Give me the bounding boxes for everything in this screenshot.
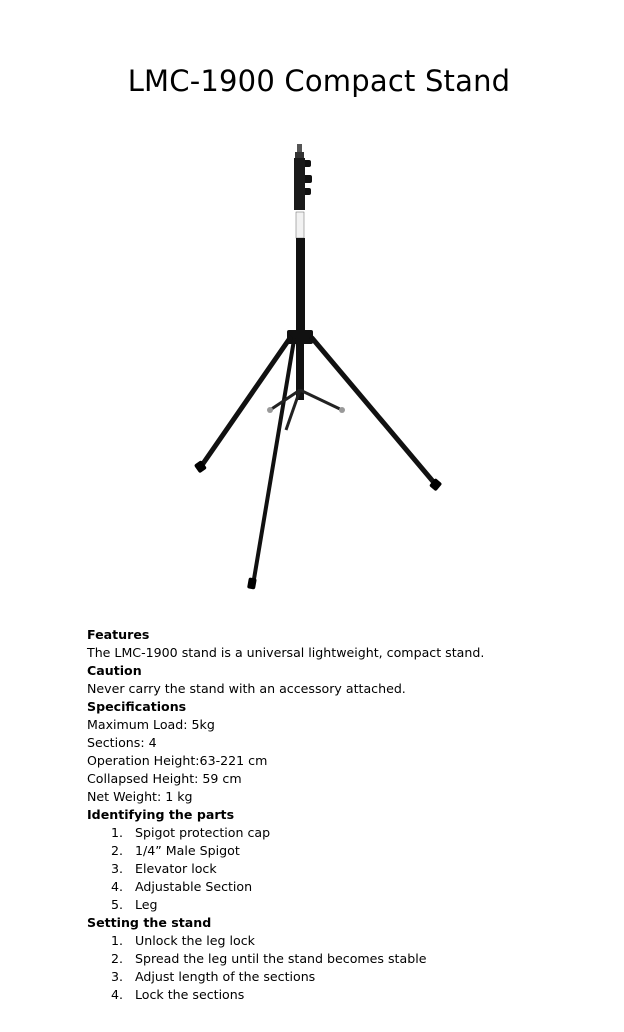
list-item: 2. Spread the leg until the stand becomes stable [111,951,427,966]
spec-collapsed-height: Collapsed Height: 59 cm [87,771,242,786]
spec-operation-height: Operation Height:63-221 cm [87,753,268,768]
features-text: The LMC-1900 stand is a universal lightweight, compact stand. [87,645,485,660]
caution-heading: Caution [87,663,142,678]
caution-text: Never carry the stand with an accessory attached. [87,681,406,696]
page-title: LMC-1900 Compact Stand [127,64,511,98]
spec-sections: Sections: 4 [87,735,157,750]
setting-list [87,932,607,1004]
stand-icon [190,140,450,595]
list-item: 5. Leg [111,897,158,912]
parts-heading: Identifying the parts [87,807,235,822]
features-heading: Features [87,627,150,642]
specifications-heading: Specifications [87,699,187,714]
spec-net-weight: Net Weight: 1 kg [87,789,193,804]
setting-heading: Setting the stand [87,915,212,930]
parts-list [87,824,607,914]
list-item: 2. 1/4” Male Spigot [111,843,240,858]
list-item: 4. Adjustable Section [111,879,253,894]
list-item: 4. Lock the sections [111,987,245,1002]
list-item: 3. Adjust length of the sections [111,969,316,984]
spec-max-load: Maximum Load: 5kg [87,717,215,732]
list-item: 3. Elevator lock [111,861,217,876]
list-item: 1. Spigot protection cap [111,825,271,840]
document-body [87,626,607,1004]
list-item: 1. Unlock the leg lock [111,933,255,948]
